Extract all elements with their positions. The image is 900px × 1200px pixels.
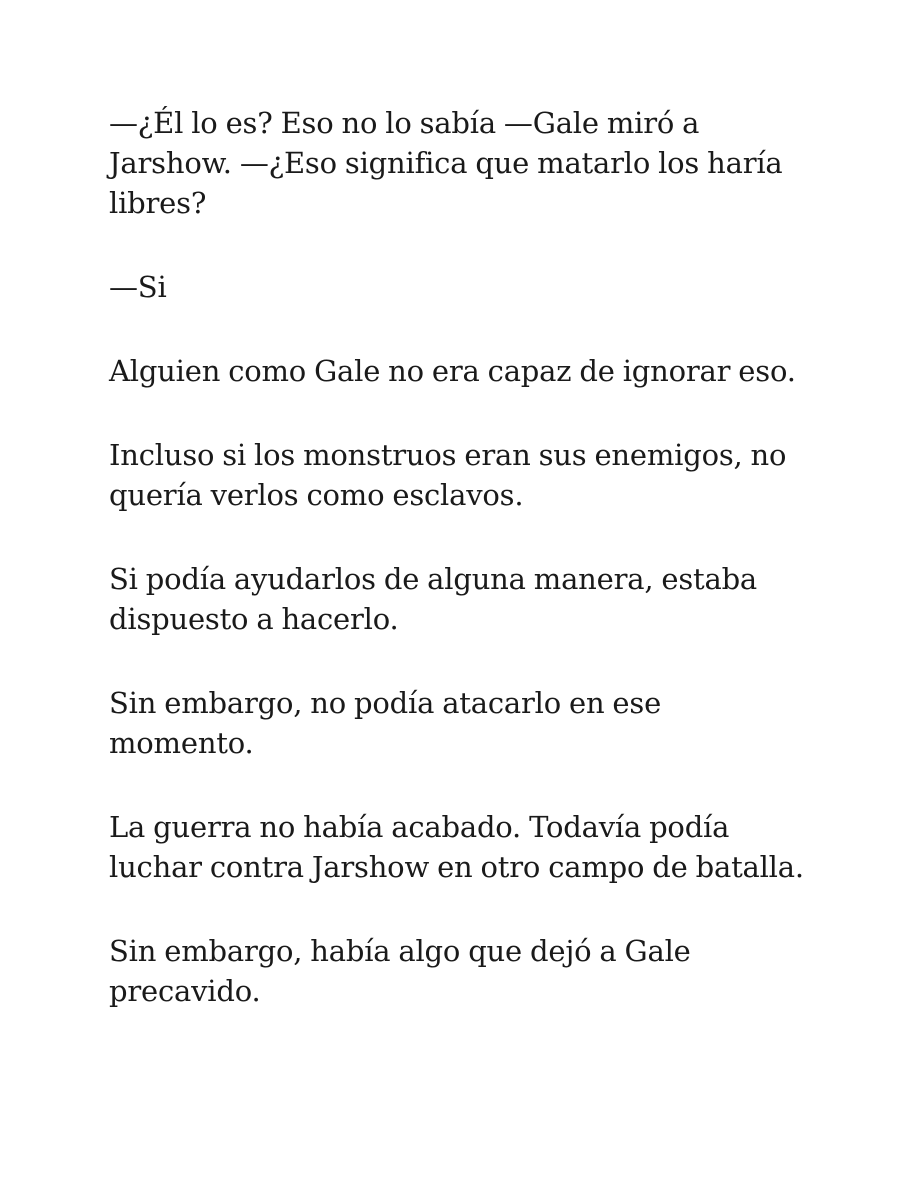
paragraph: —¿Él lo es? Eso no lo sabía —Gale miró a Jarshow. —¿Eso significa que matarlo los haría libres?	[109, 106, 783, 220]
paragraph: Si podía ayudarlos de alguna manera, estaba dispuesto a hacerlo.	[109, 562, 758, 636]
paragraph: Sin embargo, no podía atacarlo en ese momento.	[109, 686, 662, 760]
body-text	[109, 103, 809, 1011]
paragraph: Incluso si los monstruos eran sus enemigos, no quería verlos como esclavos.	[109, 438, 787, 512]
paragraph: —Si	[109, 270, 167, 304]
paragraph: La guerra no había acabado. Todavía podía luchar contra Jarshow en otro campo de batalla.	[109, 810, 804, 884]
paragraph: Sin embargo, había algo que dejó a Gale precavido.	[109, 934, 691, 1008]
paragraph: Alguien como Gale no era capaz de ignorar eso.	[109, 354, 796, 388]
